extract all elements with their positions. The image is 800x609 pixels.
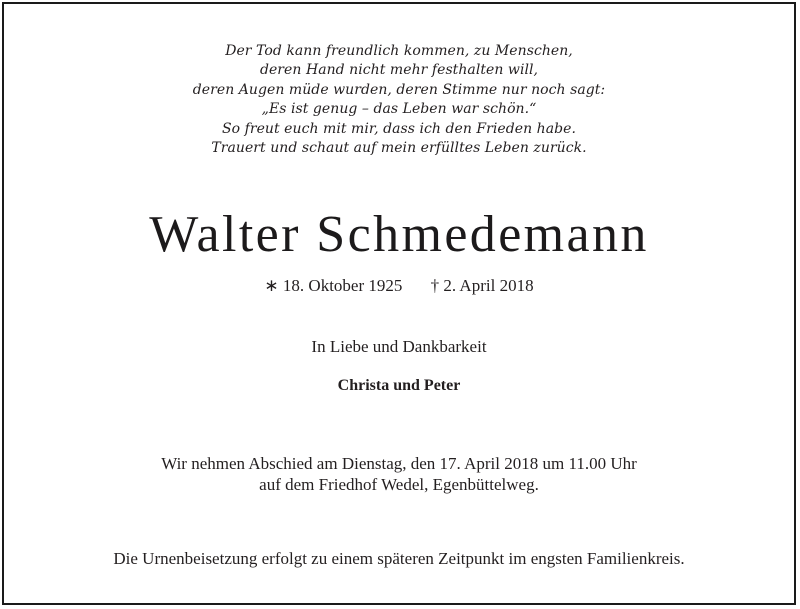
funeral-details	[4, 453, 794, 495]
mourners-names: Christa und Peter	[337, 377, 461, 394]
funeral-line: Wir nehmen Abschied am Dienstag, den 17. April 2018 um 11.00 Uhr	[161, 454, 637, 473]
funeral-line: auf dem Friedhof Wedel, Egenbüttelweg.	[259, 475, 539, 494]
deceased-name: Walter Schmedemann	[149, 206, 649, 263]
poem-line: Der Tod kann freundlich kommen, zu Menschen,	[225, 43, 573, 59]
urn-burial-note: Die Urnenbeisetzung erfolgt zu einem späteren Zeitpunkt im engsten Familienkreis.	[113, 549, 685, 568]
obituary-notice	[2, 2, 796, 605]
dedication-text: In Liebe und Dankbarkeit	[311, 337, 487, 356]
memorial-poem	[4, 42, 794, 158]
death-date: † 2. April 2018	[430, 276, 534, 295]
poem-line: deren Augen müde wurden, deren Stimme nur noch sagt:	[192, 81, 606, 98]
birth-date: ∗ 18. Oktober 1925	[264, 276, 403, 295]
poem-line: „Es ist genug – das Leben war schön.“	[261, 101, 537, 118]
poem-line: So freut euch mit mir, dass ich den Frieden habe.	[222, 120, 576, 137]
poem-line: Trauert und schaut auf mein erfülltes Leben zurück.	[211, 140, 587, 157]
life-dates	[4, 275, 794, 297]
poem-line: deren Hand nicht mehr festhalten will,	[259, 62, 539, 79]
